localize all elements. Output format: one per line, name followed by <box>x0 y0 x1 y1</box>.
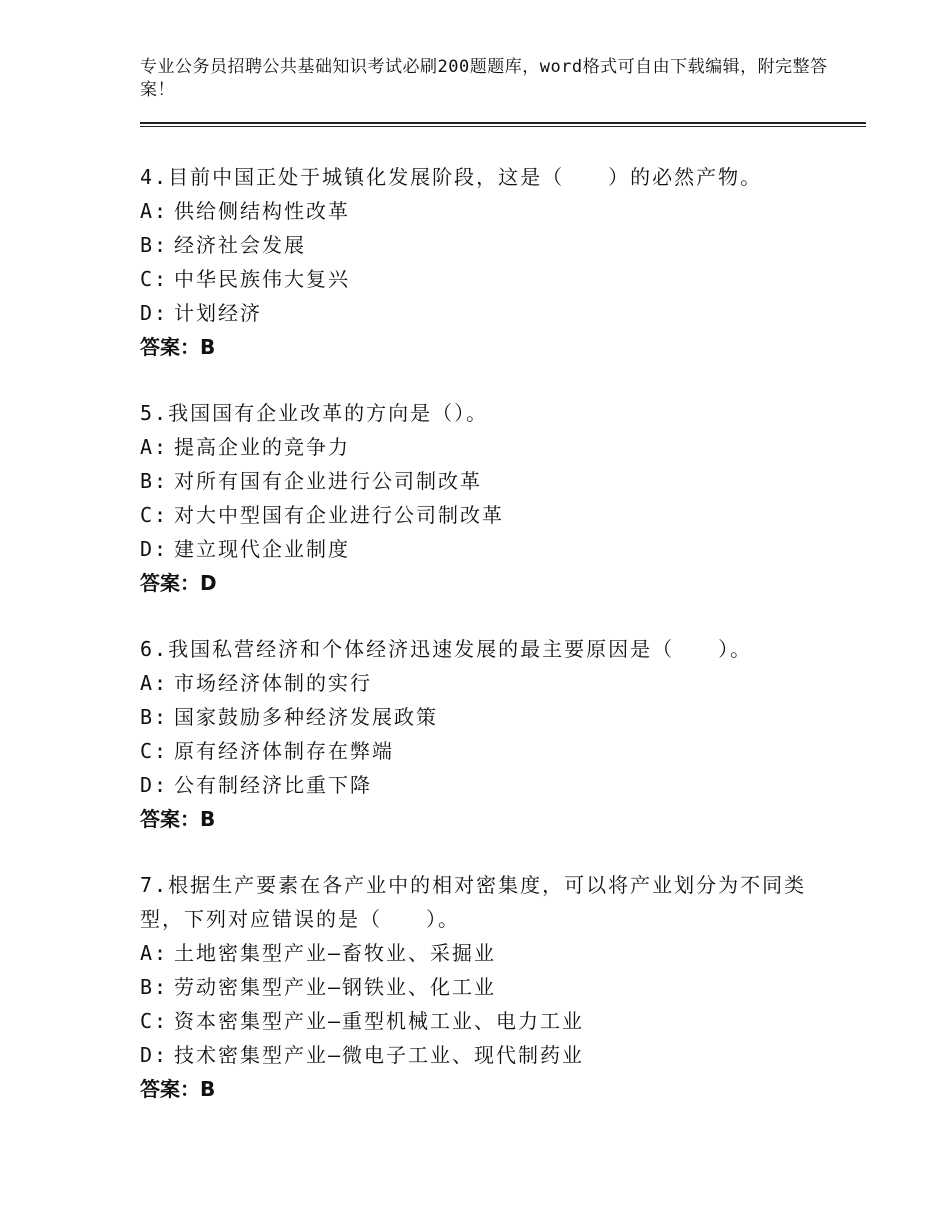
question-list <box>140 160 840 1138</box>
option-a <box>140 194 840 228</box>
option-text: 建立现代企业制度 <box>174 537 350 561</box>
question-text: 7.根据生产要素在各产业中的相对密集度，可以将产业划分为不同类型，下列对应错误的是（ ）。 <box>140 873 807 931</box>
question-7 <box>140 868 840 1106</box>
option-label: A: <box>140 941 169 965</box>
option-label: A: <box>140 671 169 695</box>
option-b <box>140 970 840 1004</box>
option-label: D: <box>140 301 169 325</box>
option-c <box>140 498 840 532</box>
option-a <box>140 430 840 464</box>
header-divider-thick <box>140 122 866 124</box>
option-c <box>140 262 840 296</box>
option-text: 对大中型国有企业进行公司制改革 <box>174 503 504 527</box>
option-a <box>140 666 840 700</box>
option-label: D: <box>140 1043 169 1067</box>
option-text: 对所有国有企业进行公司制改革 <box>174 469 482 493</box>
option-label: B: <box>140 233 169 257</box>
option-label: C: <box>140 267 169 291</box>
option-text: 供给侧结构性改革 <box>174 199 350 223</box>
option-text: 市场经济体制的实行 <box>174 671 372 695</box>
option-d <box>140 1038 840 1072</box>
option-text: 原有经济体制存在弊端 <box>174 739 394 763</box>
option-text: 经济社会发展 <box>174 233 306 257</box>
option-label: B: <box>140 469 169 493</box>
option-label: D: <box>140 537 169 561</box>
option-text: 资本密集型产业—重型机械工业、电力工业 <box>174 1009 585 1033</box>
answer-label: 答案：B <box>140 807 216 831</box>
question-text: 5.我国国有企业改革的方向是（）。 <box>140 401 489 425</box>
option-text: 土地密集型产业—畜牧业、采掘业 <box>174 941 497 965</box>
option-text: 提高企业的竞争力 <box>174 435 350 459</box>
option-label: C: <box>140 1009 169 1033</box>
option-d <box>140 296 840 330</box>
option-b <box>140 700 840 734</box>
option-c <box>140 734 840 768</box>
option-b <box>140 464 840 498</box>
header-divider-thin <box>140 126 866 127</box>
option-label: B: <box>140 705 169 729</box>
document-header: 专业公务员招聘公共基础知识考试必刷200题题库，word格式可自由下载编辑，附完整答案！ <box>140 57 828 100</box>
question-text: 6.我国私营经济和个体经济迅速发展的最主要原因是（ ）。 <box>140 637 753 661</box>
option-text: 公有制经济比重下降 <box>174 773 372 797</box>
option-text: 劳动密集型产业—钢铁业、化工业 <box>174 975 497 999</box>
question-text: 4.目前中国正处于城镇化发展阶段，这是（ ）的必然产物。 <box>140 165 763 189</box>
option-label: D: <box>140 773 169 797</box>
option-label: C: <box>140 739 169 763</box>
option-d <box>140 532 840 566</box>
option-text: 中华民族伟大复兴 <box>174 267 350 291</box>
option-c <box>140 1004 840 1038</box>
option-b <box>140 228 840 262</box>
answer-label: 答案：B <box>140 335 216 359</box>
option-a <box>140 936 840 970</box>
option-label: A: <box>140 199 169 223</box>
answer-label: 答案：B <box>140 1077 216 1101</box>
option-label: A: <box>140 435 169 459</box>
answer-label: 答案：D <box>140 571 217 595</box>
question-6 <box>140 632 840 836</box>
question-5 <box>140 396 840 600</box>
option-text: 国家鼓励多种经济发展政策 <box>174 705 438 729</box>
option-label: B: <box>140 975 169 999</box>
option-label: C: <box>140 503 169 527</box>
question-4 <box>140 160 840 364</box>
option-text: 技术密集型产业—微电子工业、现代制药业 <box>174 1043 585 1067</box>
option-d <box>140 768 840 802</box>
option-text: 计划经济 <box>174 301 262 325</box>
